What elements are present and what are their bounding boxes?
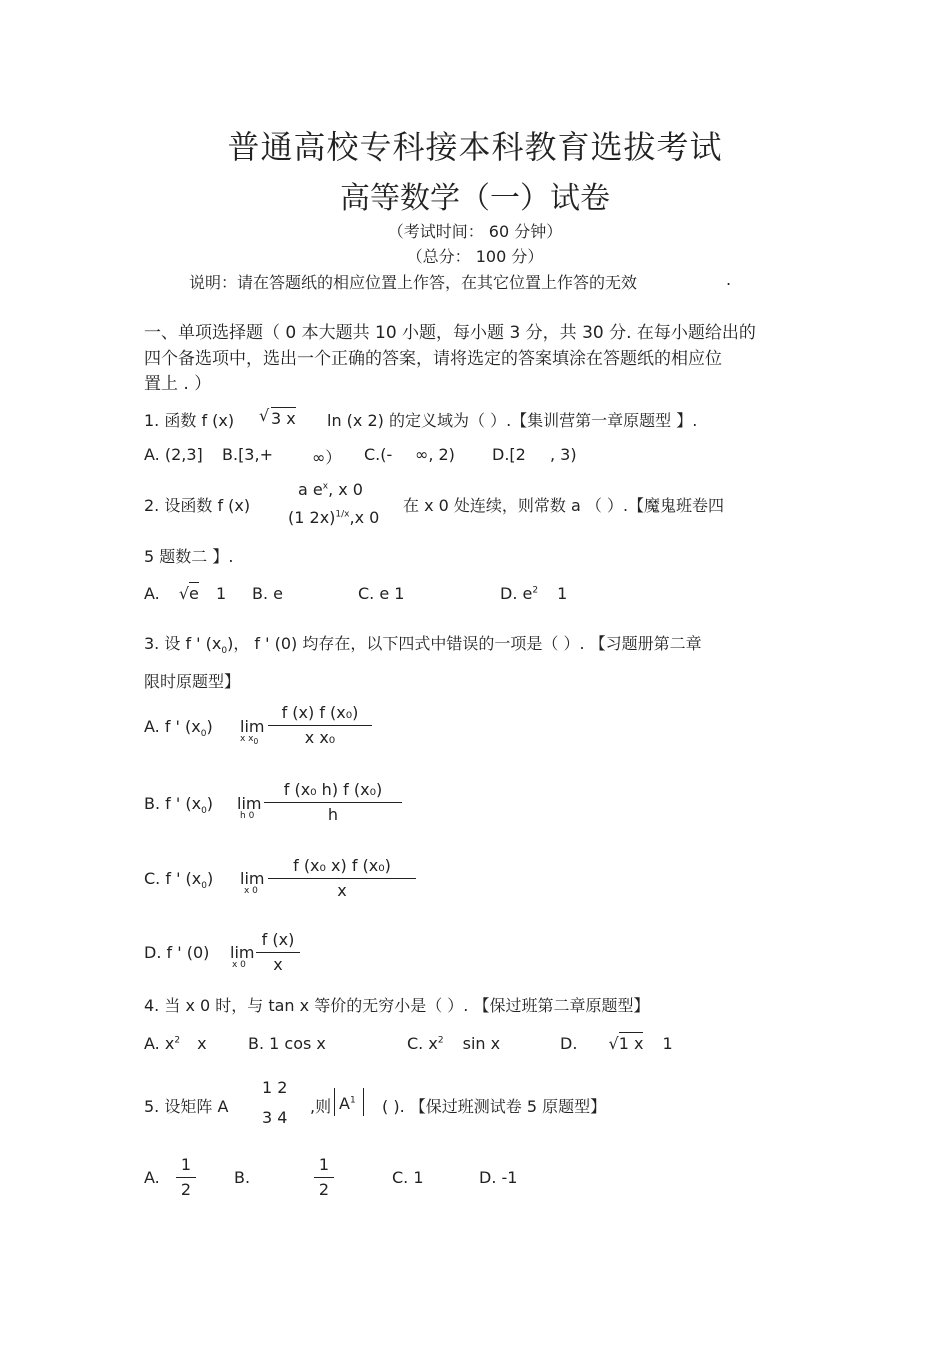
q1-prefix: 1. 函数 f (x) [144,411,235,430]
q2-case-2: (1 2x)$^{1/x}$,x 0 [288,508,380,527]
sqrt-symbol: √ [259,406,270,425]
q5-mid: ,则 [310,1097,332,1116]
q5-matrix-row-2: 3 4 [262,1108,288,1127]
q1-option-b: B.[3,+ [222,445,273,464]
q5-option-b-label: B. [234,1168,251,1187]
q1-option-a: A. (2,3] [144,445,203,464]
abs-bar-left [334,1088,335,1116]
q5-option-d: D. -1 [479,1168,518,1187]
exam-time: （考试时间： 60 分钟） [387,222,563,241]
q2-option-d: D. $e^2$ 1 [500,584,568,603]
q3-option-a-fraction: f (x) f (x₀) x x₀ [268,702,372,749]
q3-option-d-label: D. f ' (0) [144,943,210,962]
q5-option-a-fraction: 1 2 [176,1154,196,1201]
q4-option-b: B. 1 cos x [248,1034,326,1053]
q2-rest: 在 x 0 处连续，则常数 a （ ）.【魔鬼班卷四 [403,496,725,515]
q3-option-b-label: B. f ' $(x_0)$ [144,794,214,817]
q3-option-d-lim-sub: x 0 [232,960,246,970]
q4-option-d: D. √1 x 1 [560,1034,673,1053]
sqrt-symbol: √ [608,1034,619,1053]
q1-sqrt-arg: 3 x [271,409,296,428]
q3-option-a-lim: lim [240,717,265,736]
q2-option-a: A. √e 1 [144,584,227,603]
q1-option-d: D.[2 [492,445,526,464]
q1-option-d-tail: , 3) [550,445,577,464]
q4-option-c: C. $x^2$ sin x [407,1034,501,1053]
q4-text: 4. 当 x 0 时，与 tan x 等价的无穷小是（ ）. 【保过班第二章原题型】 [144,996,650,1015]
q2-prefix: 2. 设函数 f (x) [144,496,251,515]
q3-option-c-lim: lim [240,869,265,888]
q3-option-a-label: A. f ' $(x_0)$ [144,717,213,740]
exam-subtitle: 高等数学（一）试卷 [340,181,610,216]
q3-option-c-lim-sub: x 0 [244,886,258,896]
section-line-3: 置上 . ） [144,374,212,394]
q3-option-d-fraction: f (x) x [256,929,300,976]
q5-option-b-fraction: 1 2 [314,1154,334,1201]
q3-line-1: 3. 设 f ' $(x_0)$， f ' (0) 均存在，以下四式中错误的一项是（ ）. 【习题册第二章 [144,634,702,657]
q1-option-b-inf: ∞） [312,448,342,467]
q5-matrix-row-1: 1 2 [262,1078,288,1097]
q3-option-a-lim-sub: x $x_0$ [240,734,259,746]
q3-option-b-lim: lim [237,794,262,813]
q3-option-d-lim: lim [230,943,255,962]
q1-rest: ln (x 2) 的定义域为（ ）.【集训营第一章原题型 】. [327,411,698,430]
q1-option-c-inf: ∞, 2) [415,445,455,464]
q4-option-a: A. $x^2$ x [144,1034,207,1053]
exam-score: （总分： 100 分） [406,247,544,266]
exam-note-dot: . [726,270,732,289]
q5-option-a-label: A. [144,1168,160,1187]
abs-bar-right [363,1088,364,1116]
q5-rest: ( ). 【保过班测试卷 5 原题型】 [382,1097,607,1116]
q3-option-c-label: C. f ' $(x_0)$ [144,869,214,892]
q2-option-b: B. e [252,584,283,603]
q3-option-b-fraction: f (x₀ h) f (x₀) h [264,779,402,826]
q5-abs: $A^1$ [339,1094,356,1113]
section-line-1: 一、单项选择题（ 0 本大题共 10 小题，每小题 3 分，共 30 分. 在每小题给出的 [144,323,756,343]
q2-option-c: C. e 1 [358,584,405,603]
q3-option-b-lim-sub: h 0 [240,811,255,821]
q2-line-2: 5 题数二 】. [144,547,234,566]
q5-option-c: C. 1 [392,1168,424,1187]
exam-note: 说明：请在答题纸的相应位置上作答，在其它位置上作答的无效 [189,273,638,292]
q3-line-2: 限时原题型】 [144,672,241,691]
q5-prefix: 5. 设矩阵 A [144,1097,229,1116]
section-line-2: 四个备选项中，选出一个正确的答案，请将选定的答案填涂在答题纸的相应位 [144,349,722,369]
sqrt-symbol: √ [178,584,190,603]
exam-title: 普通高校专科接本科教育选拔考试 [227,128,723,166]
q1-option-c: C.(- [364,445,393,464]
q3-option-c-fraction: f (x₀ x) f (x₀) x [268,855,416,902]
q2-case-1: a $e^x$, x 0 [298,480,363,499]
